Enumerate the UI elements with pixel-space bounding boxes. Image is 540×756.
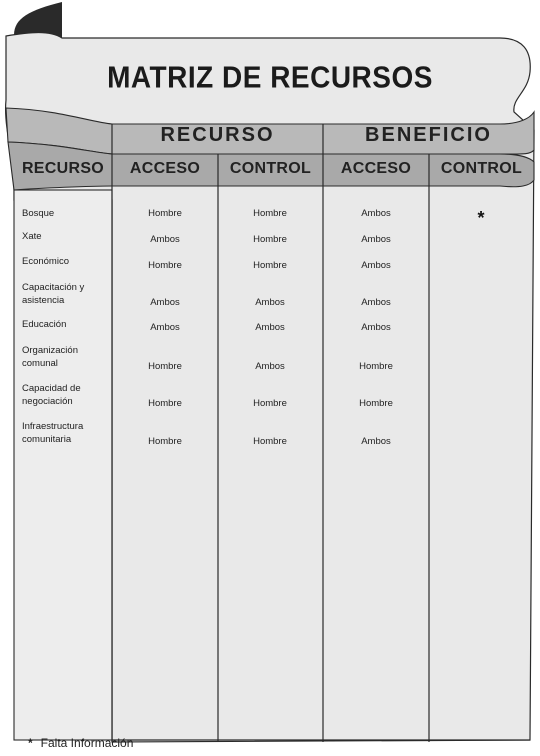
cell-capacitacion-beneficio-acceso: Ambos bbox=[361, 297, 391, 308]
cell-organizacion-acceso: Hombre bbox=[148, 361, 182, 372]
group-header-beneficio: BENEFICIO bbox=[365, 124, 492, 146]
cell-organizacion-control: Ambos bbox=[255, 361, 285, 372]
left-panel bbox=[14, 190, 112, 740]
cell-capacitacion-control: Ambos bbox=[255, 297, 285, 308]
page-title: MATRIZ DE RECURSOS bbox=[107, 60, 433, 95]
cell-bosque-beneficio-control: * bbox=[477, 208, 485, 228]
cell-economico-acceso: Hombre bbox=[148, 260, 182, 271]
footnote bbox=[28, 736, 133, 750]
cell-capacidad-control: Hombre bbox=[253, 398, 287, 409]
row-label-organizacion: Organización comunal bbox=[22, 345, 78, 369]
row-label-educacion: Educación bbox=[22, 319, 67, 330]
cell-capacidad-beneficio-acceso: Hombre bbox=[359, 398, 393, 409]
cell-bosque-control: Hombre bbox=[253, 208, 287, 219]
row-label-infraestructura: Infraestructura comunitaria bbox=[22, 421, 84, 445]
col-header-acceso-beneficio: ACCESO bbox=[340, 160, 412, 177]
cell-infraestructura-beneficio-acceso: Ambos bbox=[361, 436, 391, 447]
cell-infraestructura-acceso: Hombre bbox=[148, 436, 182, 447]
row-label-capacitacion: Capacitación y asistencia bbox=[22, 282, 85, 306]
cell-educacion-acceso: Ambos bbox=[150, 322, 180, 333]
cell-economico-beneficio-acceso: Ambos bbox=[361, 260, 391, 271]
row-label-economico: Económico bbox=[22, 256, 69, 267]
cell-economico-control: Hombre bbox=[253, 260, 287, 271]
cell-xate-control: Hombre bbox=[253, 234, 287, 245]
cell-educacion-control: Ambos bbox=[255, 322, 285, 333]
col-header-control-beneficio: CONTROL bbox=[440, 160, 523, 177]
row-label-bosque: Bosque bbox=[22, 208, 55, 219]
cell-infraestructura-control: Hombre bbox=[253, 436, 287, 447]
cell-bosque-beneficio-acceso: Ambos bbox=[361, 208, 391, 219]
col-header-recurso: RECURSO bbox=[21, 160, 105, 177]
row-label-capacidad: Capacidad de negociación bbox=[22, 383, 81, 407]
cell-xate-acceso: Ambos bbox=[150, 234, 180, 245]
cell-organizacion-beneficio-acceso: Hombre bbox=[359, 361, 393, 372]
col-header-acceso-recurso: ACCESO bbox=[129, 160, 201, 177]
col-header-control-recurso: CONTROL bbox=[229, 160, 312, 177]
cell-xate-beneficio-acceso: Ambos bbox=[361, 234, 391, 245]
group-header-recurso: RECURSO bbox=[160, 124, 275, 146]
footnote-text: Falta Información bbox=[40, 736, 134, 750]
row-label-xate: Xate bbox=[22, 231, 42, 242]
cell-educacion-beneficio-acceso: Ambos bbox=[361, 322, 391, 333]
cell-bosque-acceso: Hombre bbox=[148, 208, 182, 219]
cell-capacitacion-acceso: Ambos bbox=[150, 297, 180, 308]
footnote-marker: * bbox=[28, 736, 33, 750]
cell-capacidad-acceso: Hombre bbox=[148, 398, 182, 409]
